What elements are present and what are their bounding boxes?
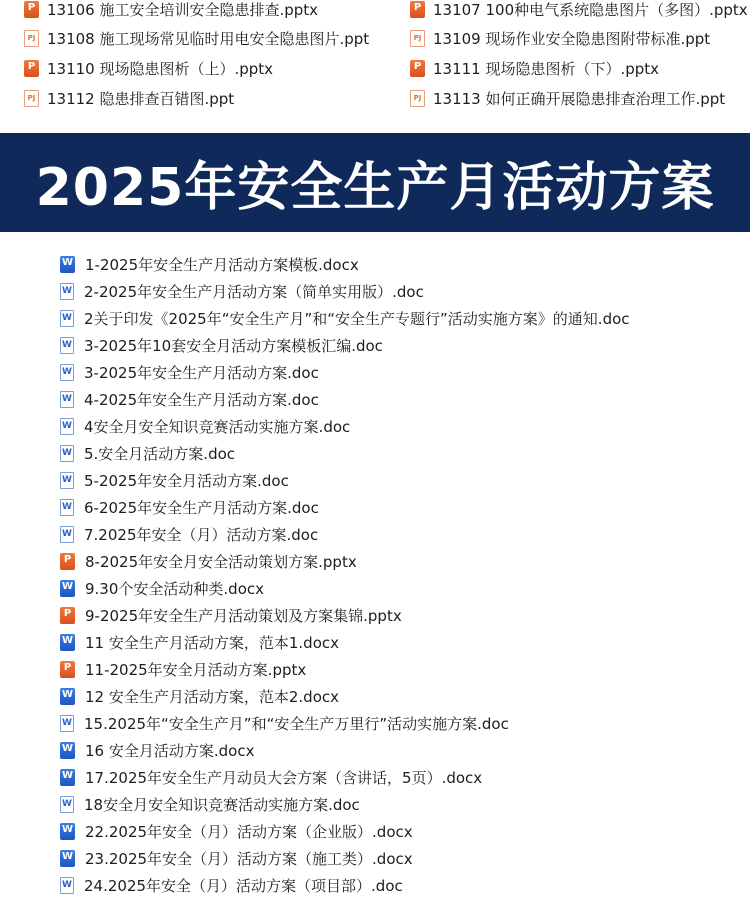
file-name: 11-2025年安全月活动方案.pptx xyxy=(85,661,307,679)
doc-icon xyxy=(60,310,74,327)
file-item[interactable] xyxy=(24,55,273,81)
doc-icon xyxy=(60,796,74,813)
file-item[interactable] xyxy=(410,55,659,81)
docx-icon xyxy=(60,256,75,273)
pptx-icon xyxy=(60,553,75,570)
list-item[interactable] xyxy=(60,737,750,764)
file-name: 7.2025年安全（月）活动方案.doc xyxy=(84,526,319,544)
file-name: 13107 100种电气系统隐患图片（多图）.pptx xyxy=(433,0,748,19)
docx-icon xyxy=(60,769,75,786)
banner-title: 2025年安全生产月活动方案 xyxy=(35,158,715,218)
docx-icon xyxy=(60,688,75,705)
list-item[interactable] xyxy=(60,845,750,872)
file-name: 9-2025年安全生产月活动策划及方案集锦.pptx xyxy=(85,607,402,625)
list-item[interactable] xyxy=(60,467,750,494)
file-name: 24.2025年安全（月）活动方案（项目部）.doc xyxy=(84,877,403,895)
file-name: 22.2025年安全（月）活动方案（企业版）.docx xyxy=(85,823,413,841)
list-item[interactable] xyxy=(60,413,750,440)
file-name: 9.30个安全活动种类.docx xyxy=(85,580,264,598)
doc-icon xyxy=(60,526,74,543)
list-item[interactable] xyxy=(60,872,750,899)
file-name: 8-2025年安全月安全活动策划方案.pptx xyxy=(85,553,357,571)
file-name: 5.安全月活动方案.doc xyxy=(84,445,236,463)
doc-icon xyxy=(60,472,74,489)
file-item[interactable] xyxy=(24,85,234,111)
file-item[interactable] xyxy=(24,0,318,22)
pptx-icon xyxy=(60,607,75,624)
doc-icon xyxy=(60,877,74,894)
file-name: 13110 现场隐患图析（上）.pptx xyxy=(47,59,274,78)
pptx-icon xyxy=(60,661,75,678)
file-name: 13106 施工安全培训安全隐患排查.pptx xyxy=(47,0,319,19)
file-name: 13108 施工现场常见临时用电安全隐患图片.ppt xyxy=(47,29,370,48)
pptx-icon xyxy=(24,1,39,18)
file-item[interactable] xyxy=(410,0,748,22)
list-item[interactable] xyxy=(60,440,750,467)
docx-icon xyxy=(60,823,75,840)
file-list xyxy=(60,251,750,899)
file-name: 1-2025年安全生产月活动方案模板.docx xyxy=(85,256,359,274)
doc-icon xyxy=(60,364,74,381)
list-item[interactable] xyxy=(60,818,750,845)
ppt-icon xyxy=(410,30,425,47)
ppt-icon xyxy=(24,90,39,107)
list-item[interactable] xyxy=(60,710,750,737)
list-item[interactable] xyxy=(60,764,750,791)
ppt-icon xyxy=(24,30,39,47)
file-name: 11 安全生产月活动方案，范本1.docx xyxy=(85,634,339,652)
list-item[interactable] xyxy=(60,494,750,521)
file-name: 15.2025年“安全生产月”和“安全生产万里行”活动实施方案.doc xyxy=(84,715,509,733)
file-item[interactable] xyxy=(24,25,369,51)
list-item[interactable] xyxy=(60,332,750,359)
file-name: 18安全月安全知识竞赛活动实施方案.doc xyxy=(84,796,360,814)
file-name: 13109 现场作业安全隐患图附带标准.ppt xyxy=(433,29,711,48)
list-item[interactable] xyxy=(60,602,750,629)
doc-icon xyxy=(60,337,74,354)
file-name: 17.2025年安全生产月动员大会方案（含讲话，5页）.docx xyxy=(85,769,483,787)
pptx-icon xyxy=(410,60,425,77)
top-file-list xyxy=(0,0,750,120)
file-name: 3-2025年安全生产月活动方案.doc xyxy=(84,364,319,382)
list-item[interactable] xyxy=(60,548,750,575)
file-name: 4-2025年安全生产月活动方案.doc xyxy=(84,391,319,409)
file-item[interactable] xyxy=(410,85,725,111)
list-item[interactable] xyxy=(60,656,750,683)
file-name: 5-2025年安全月活动方案.doc xyxy=(84,472,289,490)
pptx-icon xyxy=(24,60,39,77)
list-item[interactable] xyxy=(60,575,750,602)
file-name: 6-2025年安全生产月活动方案.doc xyxy=(84,499,319,517)
list-item[interactable] xyxy=(60,683,750,710)
docx-icon xyxy=(60,634,75,651)
ppt-icon xyxy=(410,90,425,107)
list-item[interactable] xyxy=(60,521,750,548)
doc-icon xyxy=(60,445,74,462)
list-item[interactable] xyxy=(60,386,750,413)
file-name: 4安全月安全知识竞赛活动实施方案.doc xyxy=(84,418,351,436)
file-name: 2-2025年安全生产月活动方案（简单实用版）.doc xyxy=(84,283,424,301)
list-item[interactable] xyxy=(60,251,750,278)
doc-icon xyxy=(60,391,74,408)
docx-icon xyxy=(60,850,75,867)
doc-icon xyxy=(60,283,74,300)
list-item[interactable] xyxy=(60,629,750,656)
list-item[interactable] xyxy=(60,359,750,386)
title-banner xyxy=(0,133,750,232)
file-name: 23.2025年安全（月）活动方案（施工类）.docx xyxy=(85,850,413,868)
doc-icon xyxy=(60,715,74,732)
file-name: 16 安全月活动方案.docx xyxy=(85,742,255,760)
file-name: 3-2025年10套安全月活动方案模板汇编.doc xyxy=(84,337,383,355)
file-name: 12 安全生产月活动方案，范本2.docx xyxy=(85,688,339,706)
list-item[interactable] xyxy=(60,791,750,818)
docx-icon xyxy=(60,742,75,759)
file-name: 2关于印发《2025年“安全生产月”和“安全生产专题行”活动实施方案》的通知.doc xyxy=(84,310,630,328)
pptx-icon xyxy=(410,1,425,18)
file-name: 13113 如何正确开展隐患排查治理工作.ppt xyxy=(433,89,726,108)
list-item[interactable] xyxy=(60,278,750,305)
file-name: 13112 隐患排查百错图.ppt xyxy=(47,89,235,108)
file-item[interactable] xyxy=(410,25,710,51)
docx-icon xyxy=(60,580,75,597)
doc-icon xyxy=(60,418,74,435)
list-item[interactable] xyxy=(60,305,750,332)
doc-icon xyxy=(60,499,74,516)
file-name: 13111 现场隐患图析（下）.pptx xyxy=(433,59,660,78)
